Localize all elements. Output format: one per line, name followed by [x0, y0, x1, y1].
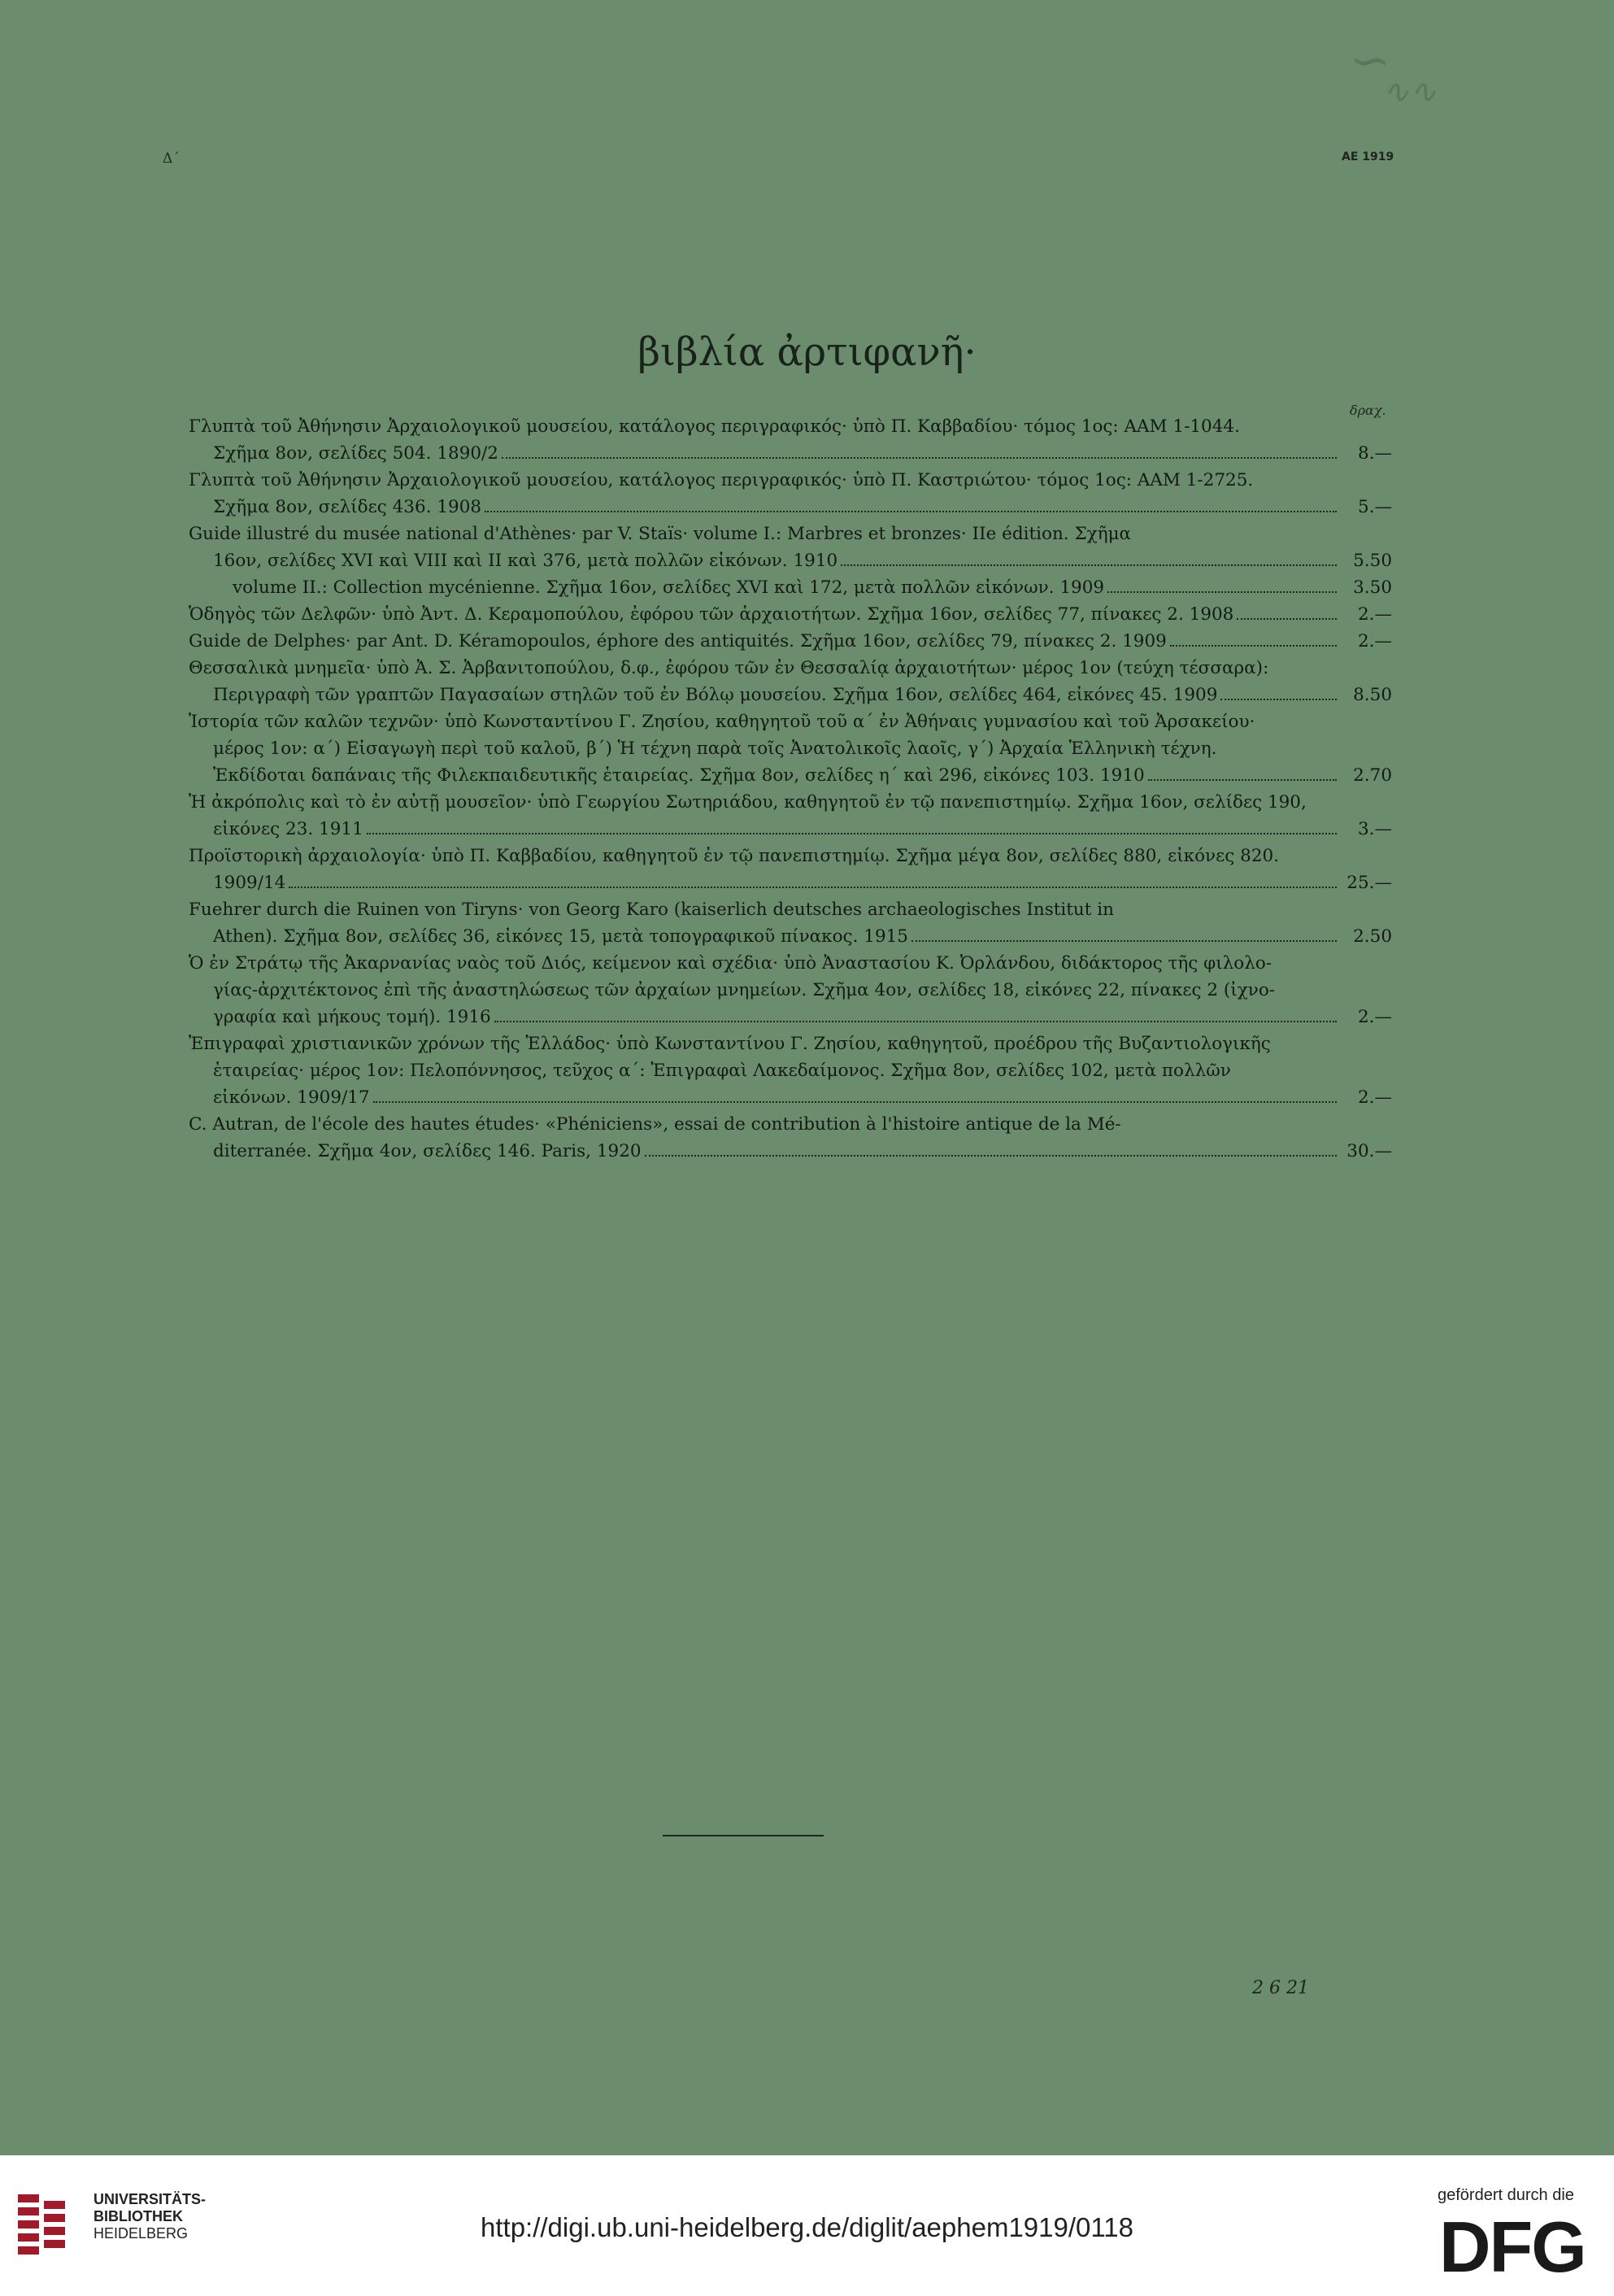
pencil-scribble-mark: ∽	[1350, 33, 1391, 89]
pencil-scribble-mark-2: ∿∿	[1382, 73, 1438, 111]
entry-text: Ἱστορία τῶν καλῶν τεχνῶν· ὑπὸ Κωνσταντίνου Γ. Ζησίου, καθηγητοῦ τοῦ α΄ ἐν Ἀθήναις γυμνασίου καὶ τοῦ Ἀρσακείου·	[189, 712, 1255, 732]
source-url-link[interactable]: http://digi.ub.uni-heidelberg.de/diglit/aephem1919/0118	[481, 2212, 1133, 2242]
dot-leader	[485, 511, 1337, 512]
price-column-heading: δραχ.	[1350, 403, 1386, 418]
dot-leader	[502, 457, 1337, 459]
entry-text: Γλυπτὰ τοῦ Ἀθήνησιν Ἀρχαιολογικοῦ μουσείου, κατάλογος περιγραφικός· ὑπὸ Π. Καστριώτου· τόμος 1ος: ΑΑΜ 1-2725.	[189, 470, 1254, 490]
entry-text: εἰκόνων. 1909/17	[213, 1087, 370, 1108]
entry-text: Ἡ ἀκρόπολις καὶ τὸ ἐν αὐτῇ μουσεῖον· ὑπὸ Γεωργίου Σωτηριάδου, καθηγητοῦ ἐν τῷ πανεπιστημίῳ. Σχῆμα 16ον, σελίδες 190,	[189, 792, 1307, 813]
dfg-logo: DFG	[1439, 2207, 1586, 2287]
entry-line	[189, 843, 1392, 869]
entry-line	[189, 977, 1392, 1004]
entry-line	[189, 682, 1392, 708]
entry-text: Σχῆμα 8ον, σελίδες 504. 1890/2	[213, 443, 498, 464]
entry-text: Fuehrer durch die Ruinen von Tiryns· von Georg Karo (kaiserlich deutsches archaeologisches Institut in	[189, 900, 1114, 920]
entry-price: 2.70	[1353, 765, 1392, 786]
page-signature: 2 6 21	[1252, 1978, 1309, 1998]
entry-price: 2.—	[1357, 604, 1392, 625]
entry-text: Ὁδηγὸς τῶν Δελφῶν· ὑπὸ Ἀντ. Δ. Κεραμοπούλου, ἐφόρου τῶν ἀρχαιοτήτων. Σχῆμα 16ον, σελίδες 77, πίνακες 2. 1908	[189, 604, 1234, 625]
entry-price: 30.—	[1346, 1141, 1392, 1161]
entry-text: γραφία καὶ μήκους τομή). 1916	[213, 1007, 491, 1027]
dot-leader	[1107, 591, 1337, 593]
entry-text: ἑταιρείας· μέρος 1ον: Πελοπόννησος, τεῦχος α΄: Ἐπιγραφαὶ Λακεδαίμονος. Σχῆμα 8ον, σελίδες 102, μετὰ πολλῶν	[213, 1061, 1231, 1081]
entry-price: 2.—	[1357, 1087, 1392, 1108]
entry-line	[189, 1030, 1392, 1057]
dot-leader	[841, 564, 1337, 566]
entry-line	[189, 923, 1392, 950]
entry-line	[189, 1138, 1392, 1165]
entry-line	[189, 1004, 1392, 1030]
entry-line	[189, 601, 1392, 628]
entry-text: 1909/14	[213, 873, 286, 893]
library-line: BIBLIOTHEK	[94, 2208, 183, 2224]
entry-text: volume II.: Collection mycénienne. Σχῆμα 16ον, σελίδες XVI καὶ 172, μετὰ πολλῶν εἰκόνων. 1909	[233, 577, 1105, 598]
header-right-mark: ΑΕ 1919	[1342, 150, 1394, 163]
entry-line	[189, 816, 1392, 843]
entry-line	[189, 1084, 1392, 1111]
dot-leader	[494, 1021, 1337, 1022]
entry-line	[189, 628, 1392, 655]
entry-line	[189, 467, 1392, 494]
library-line: HEIDELBERG	[94, 2225, 189, 2242]
entry-text: diterranée. Σχῆμα 4ον, σελίδες 146. Paris, 1920	[213, 1141, 642, 1161]
entry-text: Guide illustré du musée national d'Athènes· par V. Staïs· volume I.: Marbres et bronzes· IIe édition. Σχῆμα	[189, 524, 1132, 544]
entry-price: 5.50	[1353, 551, 1392, 571]
entry-text: Προϊστορικὴ ἀρχαιολογία· ὑπὸ Π. Καββαδίου, καθηγητοῦ ἐν τῷ πανεπιστημίῳ. Σχῆμα μέγα 8ον, σελίδες 880, εἰκόνες 820.	[189, 846, 1280, 866]
entry-line	[189, 494, 1392, 521]
entry-price: 8.50	[1353, 685, 1392, 705]
book-list	[189, 413, 1392, 1165]
dot-leader	[373, 1101, 1337, 1103]
entry-line	[189, 655, 1392, 682]
funding-label: gefördert durch die	[1438, 2186, 1574, 2204]
dot-leader	[1170, 645, 1337, 647]
entry-text: Σχῆμα 8ον, σελίδες 436. 1908	[213, 497, 482, 517]
entry-line	[189, 762, 1392, 789]
dot-leader	[645, 1155, 1337, 1157]
header-left-mark: Δ΄	[163, 150, 180, 167]
entry-text: Θεσσαλικὰ μνημεῖα· ὑπὸ Ἀ. Σ. Ἀρβανιτοπούλου, δ.φ., ἐφόρου τῶν ἐν Θεσσαλίᾳ ἀρχαιοτήτων· μέρος 1ον (τεύχη τέσσαρα):	[189, 658, 1269, 678]
page-title: βιβλία ἀρτιφανῆ·	[637, 329, 977, 375]
entry-text: Guide de Delphes· par Ant. D. Kéramopoulos, éphore des antiquités. Σχῆμα 16ον, σελίδες 79, πίνακες 2. 1909	[189, 631, 1167, 651]
entry-text: Athen). Σχῆμα 8ον, σελίδες 36, εἰκόνες 15, μετὰ τοπογραφικοῦ πίνακος. 1915	[213, 926, 908, 947]
entry-text: εἰκόνες 23. 1911	[213, 819, 363, 839]
library-line: UNIVERSITÄTS-	[94, 2191, 207, 2207]
entry-line	[189, 440, 1392, 467]
dot-leader	[1220, 699, 1337, 700]
dot-leader	[911, 940, 1337, 942]
entry-text: Γλυπτὰ τοῦ Ἀθήνησιν Ἀρχαιολογικοῦ μουσείου, κατάλογος περιγραφικός· ὑπὸ Π. Καββαδίου· τόμος 1ος: ΑΑΜ 1-1044.	[189, 416, 1240, 437]
entry-price: 2.—	[1357, 631, 1392, 651]
entry-price: 8.—	[1357, 443, 1392, 464]
dot-leader	[1148, 779, 1337, 781]
entry-price: 2.—	[1357, 1007, 1392, 1027]
entry-price: 5.—	[1357, 497, 1392, 517]
entry-text: Ἐπιγραφαὶ χριστιανικῶν χρόνων τῆς Ἑλλάδος· ὑπὸ Κωνσταντίνου Γ. Ζησίου, καθηγητοῦ, προέδρου τῆς Βυζαντιολογικῆς	[189, 1034, 1271, 1054]
dot-leader	[367, 833, 1337, 834]
entry-text: 16ον, σελίδες XVI καὶ VIII καὶ II καὶ 376, μετὰ πολλῶν εἰκόνων. 1910	[213, 551, 838, 571]
entry-line	[189, 708, 1392, 735]
entry-price: 2.50	[1353, 926, 1392, 947]
entry-price: 25.—	[1346, 873, 1392, 893]
entry-line	[189, 735, 1392, 762]
dot-leader	[289, 887, 1337, 888]
entry-line	[189, 547, 1392, 574]
entry-line	[189, 896, 1392, 923]
entry-text: C. Autran, de l'école des hautes études· «Phéniciens», essai de contribution à l'histoire antique de la Mé-	[189, 1114, 1121, 1135]
entry-line	[189, 521, 1392, 547]
entry-price: 3.—	[1357, 819, 1392, 839]
entry-text: Περιγραφὴ τῶν γραπτῶν Παγασαίων στηλῶν τοῦ ἐν Βόλῳ μουσείου. Σχῆμα 16ον, σελίδες 464, εἰκόνες 45. 1909	[213, 685, 1218, 705]
entry-text: γίας-ἀρχιτέκτονος ἐπὶ τῆς ἀναστηλώσεως τῶν ἀρχαίων μνημείων. Σχῆμα 4ον, σελίδες 18, εἰκόνες 22, πίνακες 2 (ἰχνο-	[213, 980, 1276, 1000]
entry-line	[189, 1057, 1392, 1084]
entry-line	[189, 789, 1392, 816]
entry-text: μέρος 1ον: α΄) Εἰσαγωγὴ περὶ τοῦ καλοῦ, β΄) Ἡ τέχνη παρὰ τοῖς Ἀνατολικοῖς λαοῖς, γ΄) Ἀρχαία Ἑλληνικὴ τέχνη.	[213, 738, 1217, 759]
entry-line	[189, 1111, 1392, 1138]
entry-text: Ἐκδίδοται δαπάναις τῆς Φιλεκπαιδευτικῆς ἑταιρείας. Σχῆμα 8ον, σελίδες η΄ καὶ 296, εἰκόνες 103. 1910	[213, 765, 1145, 786]
dot-leader	[1237, 618, 1337, 620]
entry-line	[189, 574, 1392, 601]
entry-line	[189, 413, 1392, 440]
entry-text: Ὁ ἐν Στράτῳ τῆς Ἀκαρνανίας ναὸς τοῦ Διός, κείμενον καὶ σχέδια· ὑπὸ Ἀναστασίου Κ. Ὀρλάνδου, διδάκτορος τῆς φιλολο-	[189, 953, 1272, 974]
entry-price: 3.50	[1353, 577, 1392, 598]
entry-line	[189, 869, 1392, 896]
entry-line	[189, 950, 1392, 977]
closing-rule	[663, 1835, 824, 1836]
